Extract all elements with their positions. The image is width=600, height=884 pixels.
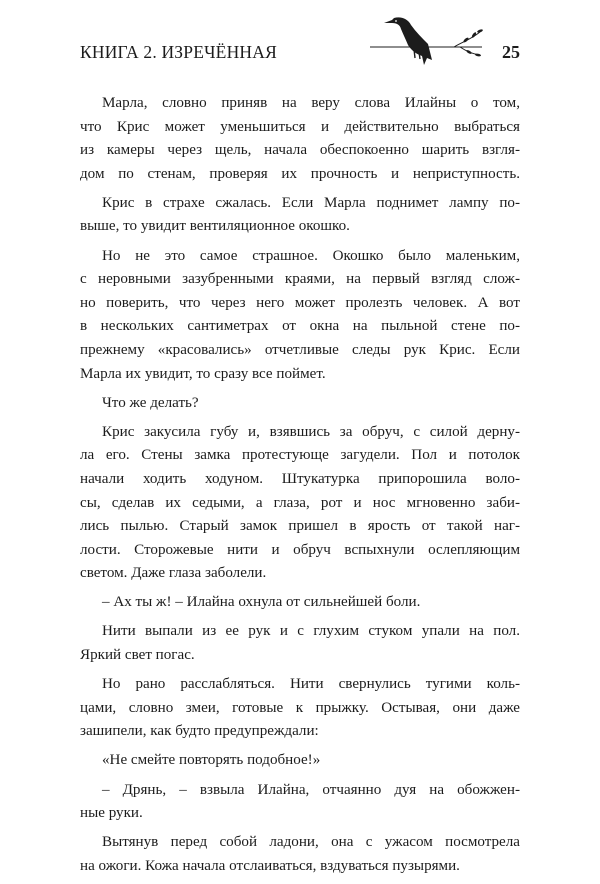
text-line: прежнему «красовались» отчетливые следы рук Крис. Если	[80, 341, 520, 358]
text-line: Вытянув перед собой ладони, она с ужасом посмотрела	[102, 834, 520, 851]
text-line: в нескольких сантиметрах от окна на пыльной стене по-	[80, 318, 520, 335]
text-line: Марла, словно приняв на веру слова Илайны о том,	[102, 95, 520, 111]
paragraph	[80, 192, 520, 239]
page-number: 25	[502, 42, 520, 62]
paragraph	[80, 831, 520, 878]
paragraph	[80, 92, 520, 186]
text-line: выше, то увидит вентиляционное окошко.	[80, 218, 350, 235]
text-line: Яркий свет погас.	[80, 647, 195, 664]
paragraph	[80, 421, 520, 586]
paragraph	[80, 749, 520, 773]
raven-on-branch-icon	[370, 10, 495, 74]
text-line: зашипели, как будто предупреждали:	[80, 723, 319, 740]
paragraph	[80, 392, 520, 416]
paragraph	[80, 779, 520, 826]
text-line: но поверить, что через него может пролезть человек. А вот	[80, 294, 520, 311]
text-line: лости. Сторожевые нити и обруч вспыхнули ослепляющим	[80, 541, 520, 558]
running-title: КНИГА 2. ИЗРЕЧЁННАЯ	[80, 42, 277, 62]
body-text	[80, 92, 520, 884]
paragraph	[80, 673, 520, 744]
paragraph	[80, 591, 520, 615]
text-line: на ожоги. Кожа начала отслаиваться, вздуваться пузырями.	[80, 857, 460, 874]
text-line: начали ходить ходуном. Штукатурка припорошила воло-	[80, 470, 520, 487]
text-line: сы, сделав их седыми, а глаза, рот и нос мгновенно заби-	[80, 494, 520, 511]
text-line: Но рано расслабляться. Нити свернулись тугими коль-	[102, 676, 520, 693]
text-line: дом по стенам, проверяя их прочность и неприступность.	[80, 165, 520, 182]
text-line: Но не это самое страшное. Окошко было маленьким,	[102, 247, 520, 264]
text-line: лись пылью. Старый замок пришел в ярость от такой наг-	[80, 518, 520, 535]
text-line: с неровными зазубренными краями, на первый взгляд слож-	[80, 271, 520, 288]
text-line: Что же делать?	[102, 394, 199, 411]
text-line: – Дрянь, – взвыла Илайна, отчаянно дуя на обожжен-	[102, 781, 520, 798]
text-line: – Ах ты ж! – Илайна охнула от сильнейшей боли.	[102, 594, 421, 611]
text-line: что Крис может уменьшиться и действительно выбраться	[80, 118, 520, 135]
paragraph	[80, 620, 520, 667]
text-line: ла его. Стены замка протестующе загудели. Пол и потолок	[80, 447, 520, 464]
text-line: цами, словно змеи, готовые к прыжку. Остывая, они даже	[80, 699, 520, 716]
text-line: ные руки.	[80, 805, 143, 822]
text-line: Нити выпали из ее рук и с глухим стуком упали на пол.	[102, 623, 520, 640]
text-line: «Не смейте повторять подобное!»	[102, 752, 321, 769]
text-line: из камеры через щель, начала обеспокоенно шарить взгля-	[80, 142, 520, 159]
text-line: светом. Даже глаза заболели.	[80, 565, 267, 582]
running-header	[80, 0, 520, 80]
text-line: Крис закусила губу и, взявшись за обруч, с силой дерну-	[102, 423, 520, 440]
text-line: Марла их увидит, то сразу все поймет.	[80, 365, 326, 382]
paragraph	[80, 245, 520, 387]
text-line: Крис в страхе сжалась. Если Марла поднимет лампу по-	[102, 194, 520, 211]
